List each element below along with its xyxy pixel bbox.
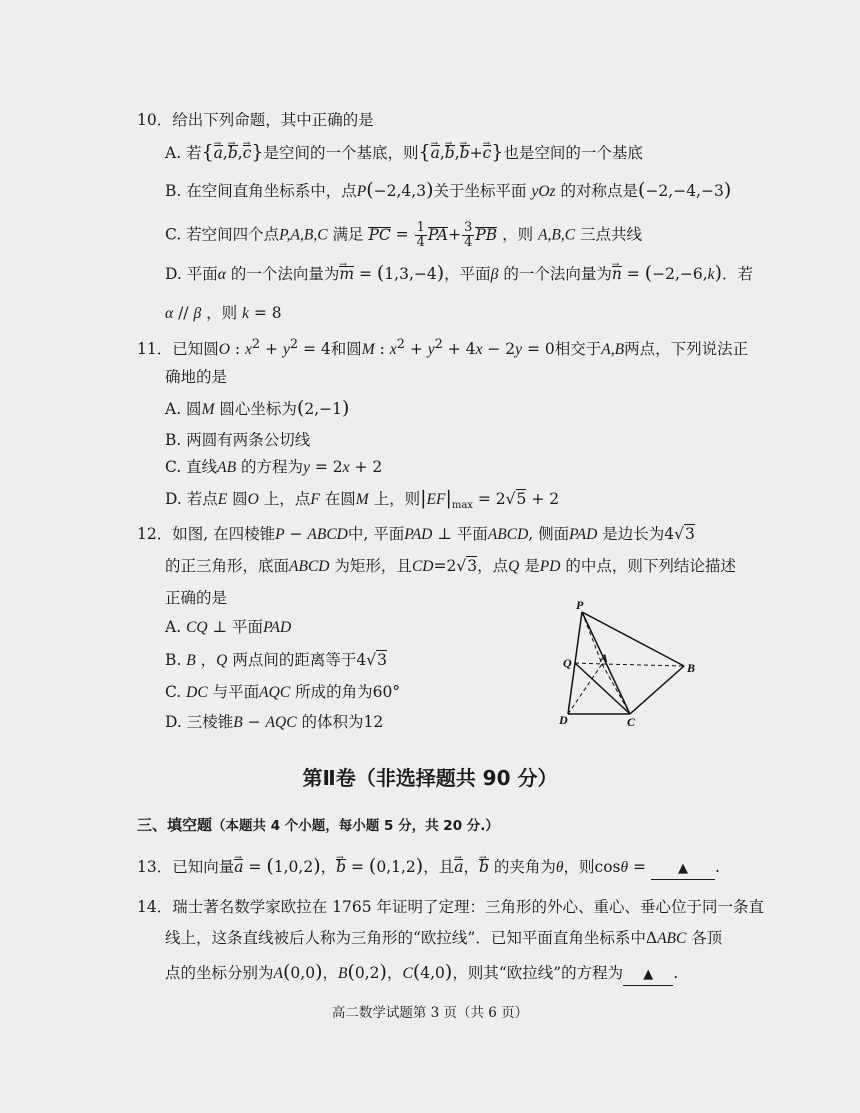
pyramid-figure: [550, 598, 710, 728]
figure-label-a: A: [600, 651, 609, 665]
q10-option-a: A. 若{a →,b →,c →}是空间的一个基底，则{a →,b →,b →+c →}也是空间的一个基底: [165, 142, 643, 163]
q14-answer-blank[interactable]: ▲: [643, 967, 654, 982]
q14-line3: 点的坐标分别为A(0,0)，B(0,2)，C(4,0)，则其“欧拉线”的方程为 ▲ .: [165, 962, 678, 986]
q11-option-c: C. 直线AB 的方程为y = 2x + 2: [165, 458, 383, 476]
q10-stem: 10．给出下列命题，其中正确的是: [137, 111, 374, 129]
q10-option-d-line2: α // β ，则 k = 8: [165, 304, 282, 322]
q12-stem-line3: 正确的是: [165, 589, 228, 607]
page-footer: 高二数学试题第 3 页（共 6 页）: [331, 1005, 529, 1021]
figure-label-p: P: [576, 598, 584, 612]
q11-stem-line2: 确地的是: [165, 368, 228, 386]
q12-stem-line1: 12．如图, 在四棱锥P − ABCD中, 平面PAD ⊥ 平面ABCD, 侧面PAD 是边长为4√3: [137, 525, 695, 543]
q10-option-b: B. 在空间直角坐标系中，点P(−2,4,3)关于坐标平面 yOz 的对称点是(−2,−4,−3): [165, 179, 732, 201]
q14-line1: 14．瑞士著名数学家欧拉在 1765 年证明了定理：三角形的外心、重心、垂心位于同一条直: [137, 898, 765, 916]
figure-label-d: D: [559, 713, 568, 727]
q11-stem: 11．已知圆O : $x^2 + y^2 = 4$和圆M : $x^2 + y^2 + 4x - 2y = 0$相交于A,B两点，下列说法正: [137, 337, 749, 359]
q11-option-b: B. 两圆有两条公切线: [165, 431, 311, 449]
q10-option-d: D. 平面α 的一个法向量为m → = (1,3,−4)，平面β 的一个法向量为n → = (−2,−6,k)．若: [165, 263, 753, 285]
q11-option-a: A. 圆M 圆心坐标为(2,−1): [165, 397, 350, 419]
q12-option-d: D. 三棱锥B − AQC 的体积为12: [165, 713, 384, 731]
q12-option-c: C. DC 与平面AQC 所成的角为60°: [165, 683, 401, 701]
section3-header: 三、填空题（本题共 4 个小题，每小题 5 分，共 20 分.）: [137, 816, 499, 834]
q13-answer-blank[interactable]: ▲: [677, 861, 688, 876]
q13: 13．已知向量a → = (1,0,2)，b → = (0,1,2)，且a →，b → 的夹角为θ，则cosθ = ▲ .: [137, 856, 720, 880]
figure-label-c: C: [627, 715, 636, 728]
q12-option-a: A. CQ ⊥ 平面PAD: [165, 618, 292, 636]
section2-title: 第Ⅱ卷（非选择题共 90 分）: [302, 766, 558, 790]
q11-option-d: D. 若点E 圆O 上，点F 在圆M 上，则$|EF|_{max} = 2√5 + 2$: [165, 487, 560, 512]
figure-label-b: B: [687, 661, 696, 675]
q14-line2: 线上，这条直线被后人称为三角形的“欧拉线”．已知平面直角坐标系中ΔABC 各顶: [165, 929, 723, 947]
q10-option-c: C. 若空间四个点P,A,B,C 满足 PC = $\frac{1}{4}$ PA+ $\frac{3}{4}$ PB ，则 A,B,C 三点共线: [165, 220, 643, 250]
q12-stem-line2: 的正三角形，底面ABCD 为矩形，且CD=2√3，点Q 是PD 的中点，则下列结论描述: [165, 557, 736, 575]
figure-label-q: Q: [563, 656, 572, 670]
q12-option-b: B. B ，Q 两点间的距离等于4√3: [165, 651, 387, 669]
